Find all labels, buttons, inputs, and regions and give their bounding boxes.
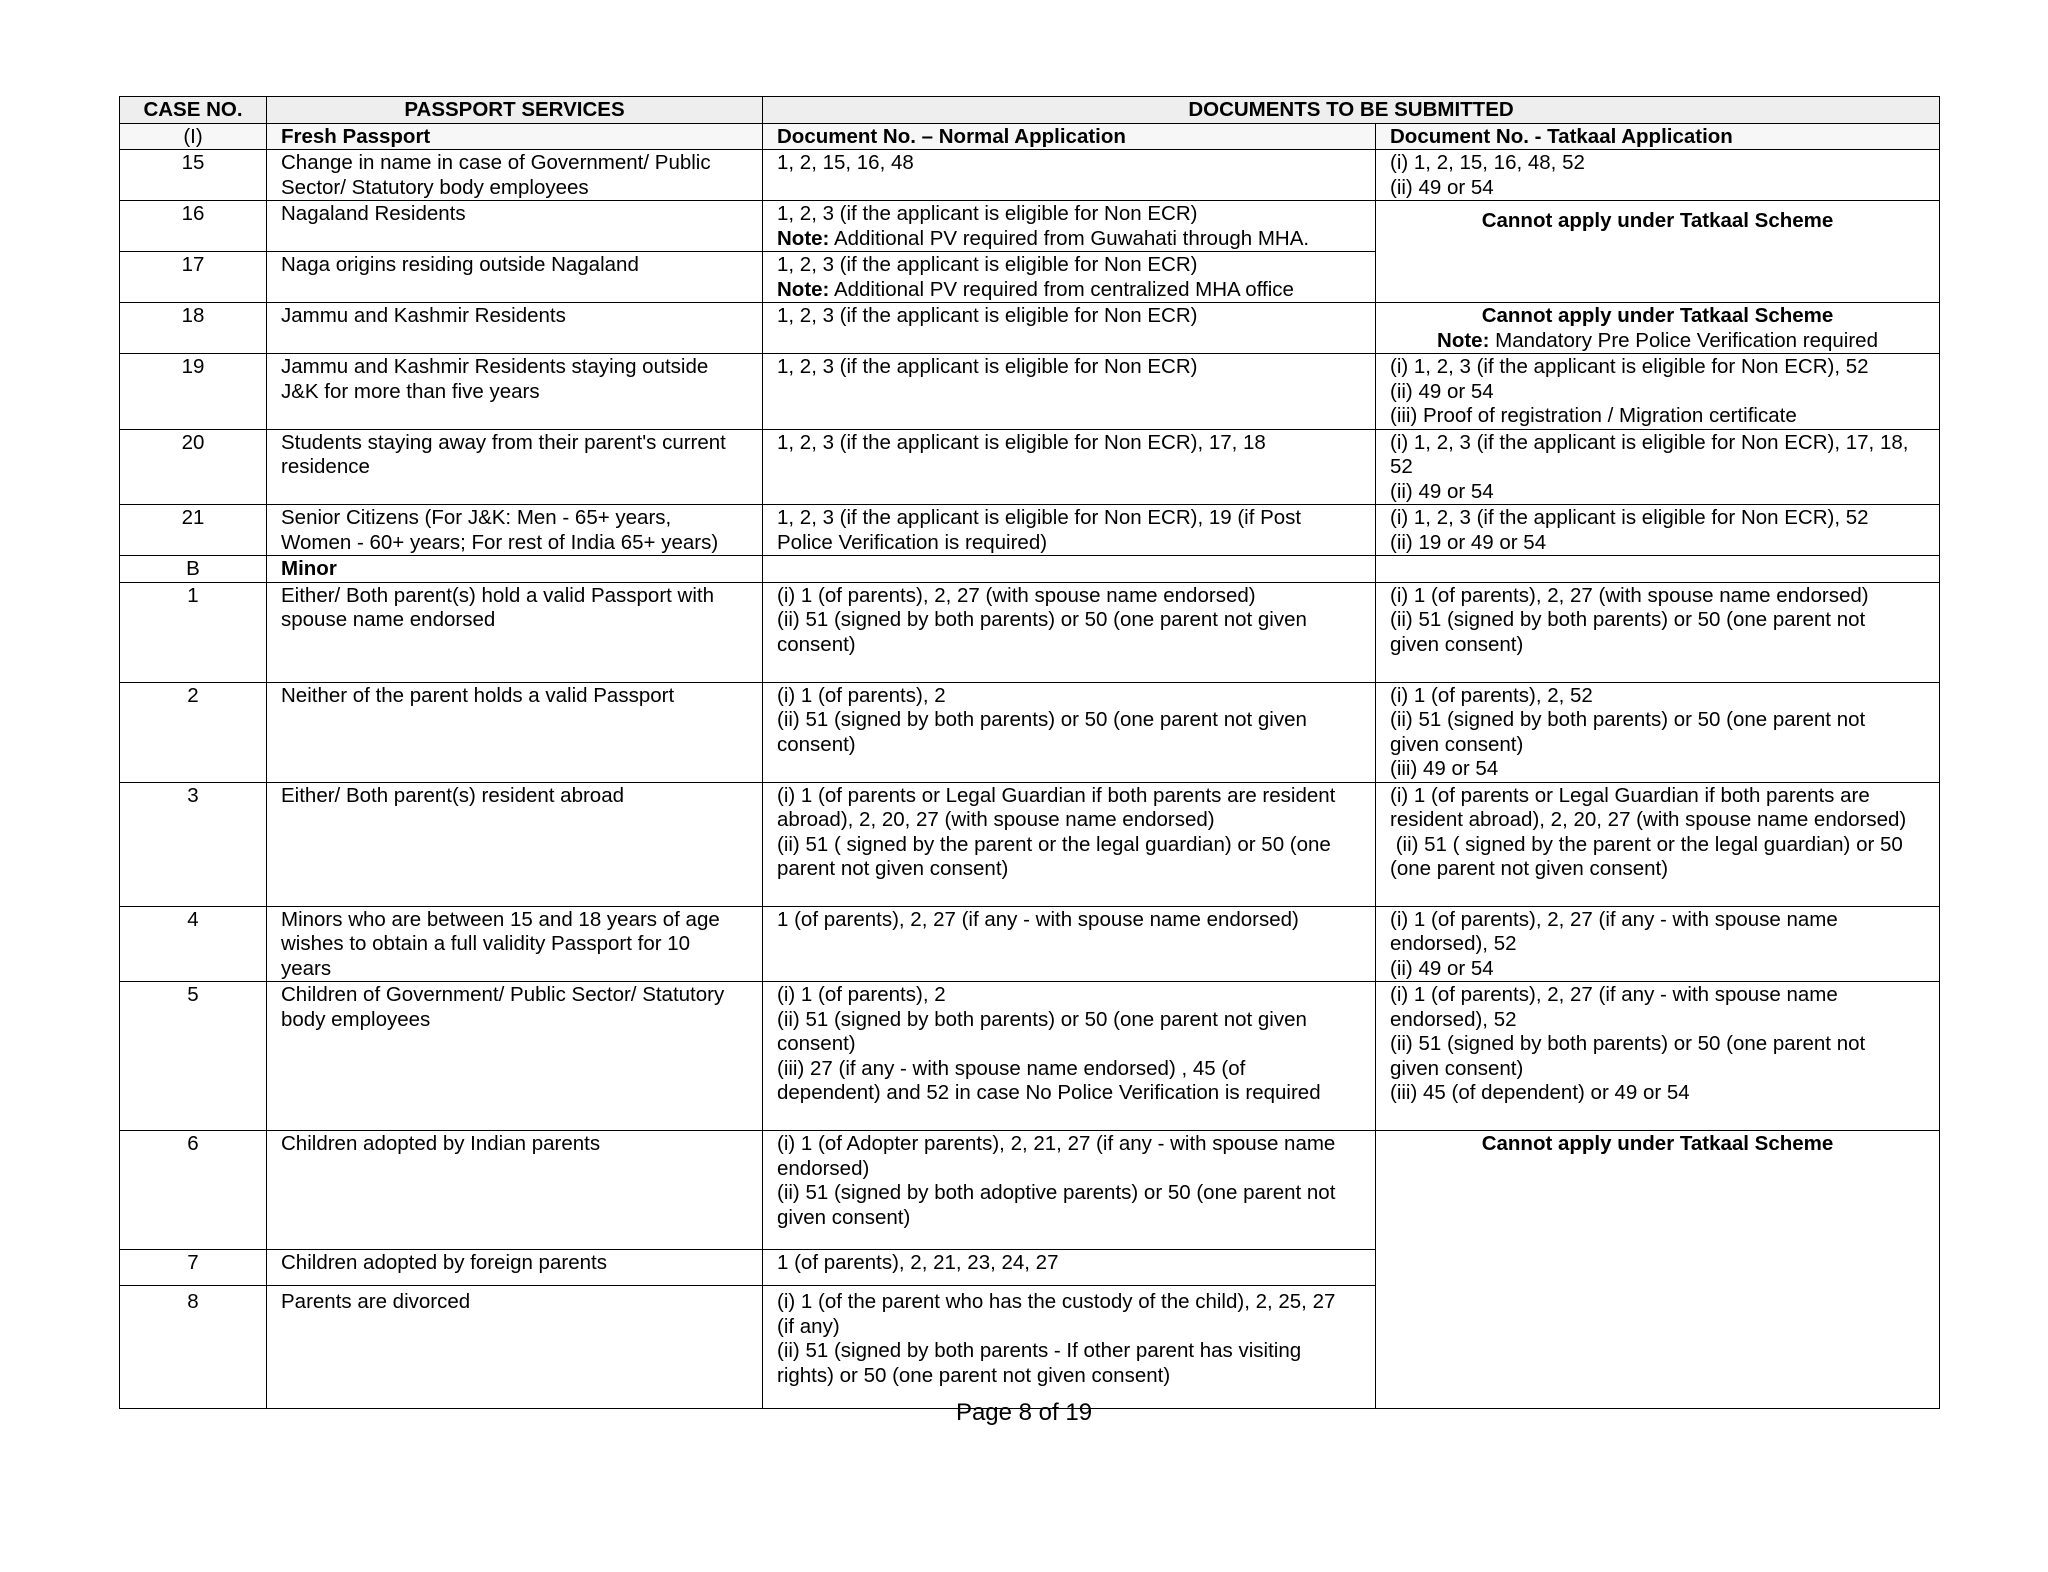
section-header-row	[120, 123, 1940, 150]
case-number: 21	[120, 505, 267, 556]
normal-cell	[763, 982, 1376, 1131]
tatkaal-text: (ii) 49 or 54	[1390, 956, 1494, 980]
normal-text: (ii) 51 (signed by both parents) or 50 (one parent not given	[777, 1007, 1307, 1031]
normal-text: (ii) 51 (signed by both parents) or 50 (one parent not given	[777, 608, 1307, 631]
service-text: Children adopted by Indian parents	[281, 1132, 601, 1155]
service-text: Either/ Both parent(s) resident abroad	[281, 783, 624, 807]
service-text: Students staying away from their parent's current	[281, 430, 726, 454]
tatkaal-text: (i) 1, 2, 15, 16, 48, 52	[1390, 151, 1585, 174]
normal-cell	[763, 252, 1376, 303]
normal-cell	[763, 354, 1376, 430]
service-cell	[267, 201, 763, 252]
tatkaal-text: (i) 1, 2, 3 (if the applicant is eligible for Non ECR), 17, 18,	[1390, 430, 1909, 454]
normal-cell	[763, 682, 1376, 782]
normal-text: (i) 1 (of parents), 2	[777, 983, 946, 1006]
normal-cell	[763, 906, 1376, 982]
table-row	[120, 906, 1940, 982]
note-line	[777, 227, 1361, 252]
normal-text: Police Verification is required)	[777, 530, 1048, 554]
tatkaal-text: 52	[1390, 455, 1413, 478]
section-title: Minor	[267, 556, 763, 583]
normal-text: (i) 1 (of the parent who has the custody of the child), 2, 25, 27	[777, 1290, 1336, 1313]
normal-text: abroad), 2, 20, 27 (with spouse name endorsed)	[777, 808, 1215, 831]
tatkaal-cell	[1376, 303, 1940, 354]
normal-cell	[763, 1286, 1376, 1409]
normal-text: (i) 1 (of parents), 2	[777, 683, 946, 707]
tatkaal-text: (ii) 51 (signed by both parents) or 50 (one parent not	[1390, 708, 1866, 731]
tatkaal-text: (iii) Proof of registration / Migration certificate	[1390, 404, 1797, 427]
normal-text: given consent)	[777, 1205, 911, 1229]
table-row	[120, 201, 1940, 252]
case-number: 4	[120, 906, 267, 982]
tatkaal-text: resident abroad), 2, 20, 27 (with spouse name endorsed)	[1390, 808, 1907, 831]
tatkaal-not-allowed: Cannot apply under Tatkaal Scheme	[1376, 1131, 1940, 1409]
tatkaal-cell	[1376, 505, 1940, 556]
service-cell	[267, 782, 763, 906]
service-cell	[267, 150, 763, 201]
tatkaal-not-allowed: Cannot apply under Tatkaal Scheme	[1376, 201, 1940, 303]
table-row	[120, 303, 1940, 354]
service-cell	[267, 1286, 763, 1409]
tatkaal-text: (ii) 49 or 54	[1390, 379, 1494, 403]
normal-text: dependent) and 52 in case No Police Verification is required	[777, 1081, 1321, 1104]
normal-text: 1 (of parents), 2, 21, 23, 24, 27	[777, 1251, 1059, 1274]
tatkaal-cell	[1376, 906, 1940, 982]
case-number: 6	[120, 1131, 267, 1250]
tatkaal-application-header: Document No. - Tatkaal Application	[1376, 123, 1940, 150]
tatkaal-text: (ii) 19 or 49 or 54	[1390, 530, 1547, 554]
service-text: Change in name in case of Government/ Public	[281, 151, 711, 174]
normal-text: (ii) 51 (signed by both parents) or 50 (one parent not given	[777, 708, 1307, 731]
case-number: 2	[120, 682, 267, 782]
note-text: Additional PV required from centralized MHA office	[829, 277, 1294, 301]
normal-cell	[763, 150, 1376, 201]
tatkaal-text: (one parent not given consent)	[1390, 857, 1669, 880]
tatkaal-text: (ii) 51 ( signed by the parent or the legal guardian) or 50	[1390, 832, 1903, 856]
tatkaal-text: (ii) 51 (signed by both parents) or 50 (one parent not	[1390, 1032, 1866, 1055]
table-row	[120, 354, 1940, 430]
normal-text: parent not given consent)	[777, 857, 1009, 880]
tatkaal-not-allowed: Cannot apply under Tatkaal Scheme	[1481, 304, 1834, 327]
normal-text: (iii) 27 (if any - with spouse name endorsed) , 45 (of	[777, 1056, 1246, 1080]
tatkaal-cell	[1376, 682, 1940, 782]
table-row	[120, 982, 1940, 1131]
case-number: 15	[120, 150, 267, 201]
empty-cell	[763, 556, 1376, 583]
normal-cell	[763, 201, 1376, 252]
tatkaal-text: (i) 1 (of parents or Legal Guardian if both parents are	[1390, 783, 1870, 807]
service-text: Children adopted by foreign parents	[281, 1251, 607, 1274]
section-case: B	[120, 556, 267, 583]
case-number: 17	[120, 252, 267, 303]
table-row	[120, 505, 1940, 556]
normal-cell	[763, 429, 1376, 505]
page-number: Page 8 of 19	[955, 1399, 1093, 1426]
normal-text: (ii) 51 ( signed by the parent or the legal guardian) or 50 (one	[777, 832, 1331, 856]
normal-cell	[763, 505, 1376, 556]
normal-text: 1, 2, 15, 16, 48	[777, 151, 914, 174]
normal-text: 1, 2, 3 (if the applicant is eligible for Non ECR), 17, 18	[777, 430, 1266, 454]
table-row	[120, 1131, 1940, 1250]
header-passport-services: PASSPORT SERVICES	[267, 97, 763, 124]
tatkaal-text: (i) 1 (of parents), 2, 27 (if any - with spouse name	[1390, 983, 1838, 1006]
service-text: Neither of the parent holds a valid Passport	[281, 683, 675, 707]
case-number: 1	[120, 582, 267, 682]
normal-text: endorsed)	[777, 1156, 870, 1180]
tatkaal-text: (i) 1 (of parents), 2, 52	[1390, 683, 1593, 707]
service-cell	[267, 982, 763, 1131]
tatkaal-text: (i) 1 (of parents), 2, 27 (with spouse name endorsed)	[1390, 583, 1869, 607]
tatkaal-text: endorsed), 52	[1390, 932, 1517, 955]
normal-text: 1, 2, 3 (if the applicant is eligible for Non ECR)	[777, 355, 1198, 378]
table-row	[120, 582, 1940, 682]
service-text: Women - 60+ years; For rest of India 65+ years)	[281, 530, 719, 554]
service-text: Sector/ Statutory body employees	[281, 175, 589, 199]
section-row	[120, 556, 1940, 583]
normal-text: (ii) 51 (signed by both parents - If other parent has visiting	[777, 1339, 1302, 1362]
service-text: body employees	[281, 1007, 431, 1031]
tatkaal-cell	[1376, 982, 1940, 1131]
header-case-no: CASE NO.	[120, 97, 267, 124]
tatkaal-text: (ii) 49 or 54	[1390, 175, 1494, 199]
service-cell	[267, 1131, 763, 1250]
normal-text: 1, 2, 3 (if the applicant is eligible for Non ECR), 19 (if Post	[777, 506, 1302, 529]
normal-text: (ii) 51 (signed by both adoptive parents) or 50 (one parent not	[777, 1181, 1336, 1204]
case-number: 5	[120, 982, 267, 1131]
note-line	[1390, 329, 1925, 354]
service-cell	[267, 906, 763, 982]
tatkaal-text: (ii) 51 (signed by both parents) or 50 (one parent not	[1390, 608, 1866, 631]
table-row	[120, 682, 1940, 782]
service-cell	[267, 682, 763, 782]
service-text: wishes to obtain a full validity Passport for 10	[281, 932, 691, 955]
normal-cell	[763, 582, 1376, 682]
service-text: Naga origins residing outside Nagaland	[281, 253, 639, 276]
normal-text: consent)	[777, 1032, 856, 1055]
service-text: residence	[281, 455, 370, 478]
tatkaal-text: given consent)	[1390, 1056, 1524, 1080]
note-label: Note:	[1437, 328, 1490, 352]
normal-application-header: Document No. – Normal Application	[763, 123, 1376, 150]
table-row	[120, 429, 1940, 505]
normal-text: (i) 1 (of parents or Legal Guardian if both parents are resident	[777, 783, 1336, 807]
service-cell	[267, 505, 763, 556]
tatkaal-cell	[1376, 582, 1940, 682]
table-header-row	[120, 97, 1940, 124]
case-number: 16	[120, 201, 267, 252]
tatkaal-cell	[1376, 429, 1940, 505]
section-title: Fresh Passport	[267, 123, 763, 150]
note-text: Mandatory Pre Police Verification required	[1489, 328, 1878, 352]
tatkaal-cell	[1376, 782, 1940, 906]
service-cell	[267, 1250, 763, 1286]
passport-documents-table	[119, 96, 1940, 1409]
service-cell	[267, 429, 763, 505]
normal-cell	[763, 1131, 1376, 1250]
service-text: Children of Government/ Public Sector/ Statutory	[281, 983, 725, 1006]
service-cell	[267, 303, 763, 354]
service-text: Either/ Both parent(s) hold a valid Passport with	[281, 583, 714, 607]
service-text: J&K for more than five years	[281, 379, 540, 403]
tatkaal-cell	[1376, 354, 1940, 430]
tatkaal-text: (i) 1, 2, 3 (if the applicant is eligible for Non ECR), 52	[1390, 355, 1869, 378]
case-number: 3	[120, 782, 267, 906]
tatkaal-cell	[1376, 150, 1940, 201]
service-cell	[267, 252, 763, 303]
normal-cell	[763, 1250, 1376, 1286]
tatkaal-text: (iii) 45 (of dependent) or 49 or 54	[1390, 1081, 1690, 1104]
note-text: Additional PV required from Guwahati through MHA.	[829, 226, 1310, 250]
tatkaal-text: (i) 1, 2, 3 (if the applicant is eligible for Non ECR), 52	[1390, 506, 1869, 529]
service-cell	[267, 582, 763, 682]
case-number: 18	[120, 303, 267, 354]
header-documents: DOCUMENTS TO BE SUBMITTED	[763, 97, 1940, 124]
normal-text: (i) 1 (of Adopter parents), 2, 21, 27 (if any - with spouse name	[777, 1132, 1336, 1155]
normal-text: 1, 2, 3 (if the applicant is eligible for Non ECR)	[777, 253, 1198, 276]
service-text: Jammu and Kashmir Residents	[281, 304, 566, 327]
empty-cell	[1376, 556, 1940, 583]
tatkaal-text: (iii) 49 or 54	[1390, 757, 1499, 780]
tatkaal-text: (ii) 49 or 54	[1390, 479, 1494, 503]
section-case: (I)	[120, 123, 267, 150]
note-label: Note:	[777, 277, 830, 301]
case-number: 8	[120, 1286, 267, 1409]
normal-text: consent)	[777, 732, 856, 756]
service-text: Nagaland Residents	[281, 202, 466, 225]
service-text: Minors who are between 15 and 18 years of age	[281, 907, 720, 931]
service-text: Parents are divorced	[281, 1290, 471, 1313]
normal-text: 1 (of parents), 2, 27 (if any - with spouse name endorsed)	[777, 907, 1299, 931]
note-label: Note:	[777, 226, 830, 250]
service-text: spouse name endorsed	[281, 608, 496, 631]
tatkaal-text: endorsed), 52	[1390, 1007, 1517, 1031]
normal-cell	[763, 303, 1376, 354]
service-text: years	[281, 956, 332, 980]
normal-text: (if any)	[777, 1314, 840, 1338]
normal-text: 1, 2, 3 (if the applicant is eligible for Non ECR)	[777, 304, 1198, 327]
normal-text: consent)	[777, 632, 856, 656]
tatkaal-text: given consent)	[1390, 732, 1524, 756]
note-line	[777, 278, 1361, 303]
case-number: 19	[120, 354, 267, 430]
normal-text: rights) or 50 (one parent not given consent)	[777, 1363, 1171, 1387]
service-text: Senior Citizens (For J&K: Men - 65+ years,	[281, 506, 672, 529]
table-row	[120, 150, 1940, 201]
case-number: 20	[120, 429, 267, 505]
case-number: 7	[120, 1250, 267, 1286]
normal-text: 1, 2, 3 (if the applicant is eligible for Non ECR)	[777, 202, 1198, 225]
service-text: Jammu and Kashmir Residents staying outside	[281, 355, 709, 378]
tatkaal-text: (i) 1 (of parents), 2, 27 (if any - with spouse name	[1390, 907, 1838, 931]
normal-cell	[763, 782, 1376, 906]
tatkaal-text: given consent)	[1390, 632, 1524, 656]
table-row	[120, 782, 1940, 906]
normal-text: (i) 1 (of parents), 2, 27 (with spouse name endorsed)	[777, 583, 1256, 607]
service-cell	[267, 354, 763, 430]
